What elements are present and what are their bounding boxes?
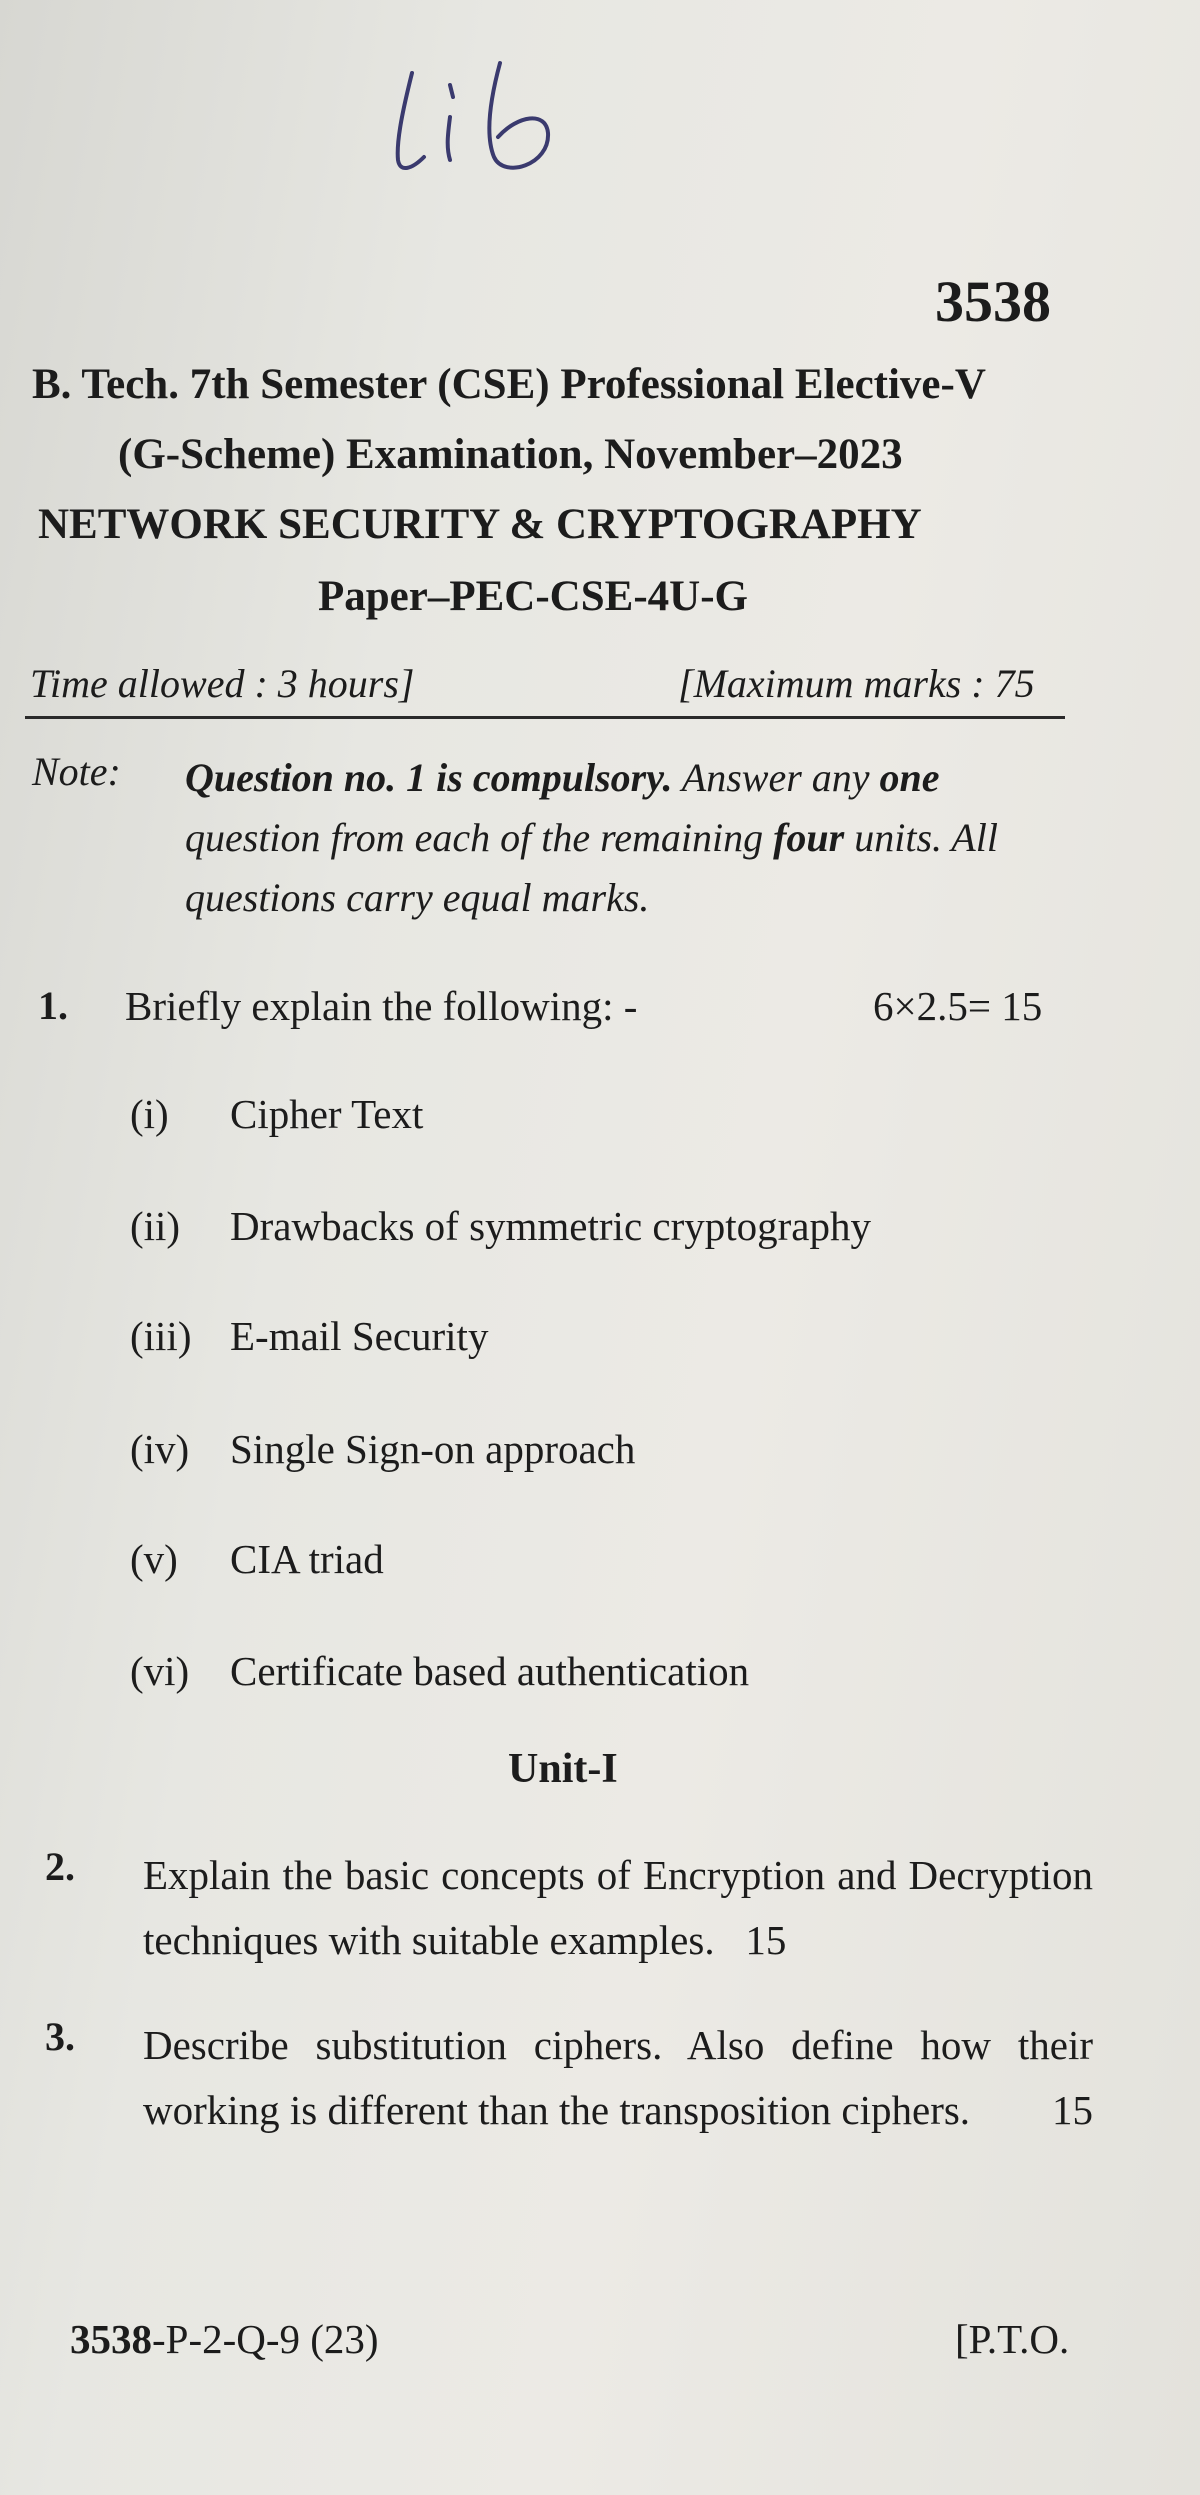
sub-question-text: CIA triad bbox=[230, 1536, 384, 1582]
paper-id: Paper–PEC-CSE-4U-G bbox=[318, 573, 748, 620]
handwritten-lib-note bbox=[390, 55, 580, 190]
sub-question-text: Cipher Text bbox=[230, 1091, 424, 1137]
note-part-c: units. All questions carry equal marks. bbox=[185, 815, 998, 920]
question-3-body bbox=[143, 2013, 1093, 2143]
time-allowed: Time allowed : 3 hours] bbox=[30, 661, 415, 706]
maximum-marks: [Maximum marks : 75 bbox=[678, 661, 1035, 706]
unit-heading: Unit-I bbox=[508, 1746, 618, 1792]
sub-question-number: (i) bbox=[130, 1091, 169, 1137]
header-divider bbox=[25, 716, 1065, 719]
paper-code: 3538 bbox=[935, 269, 1051, 334]
exam-line: (G-Scheme) Examination, November–2023 bbox=[118, 431, 903, 478]
sub-question-text: E-mail Security bbox=[230, 1313, 489, 1359]
question-2-marks: 15 bbox=[745, 1917, 787, 1963]
handwritten-lib-glyph bbox=[390, 55, 580, 185]
question-3-marks: 15 bbox=[1052, 2087, 1093, 2133]
sub-question-number: (iv) bbox=[130, 1426, 190, 1472]
question-2-text: Explain the basic concepts of Encryption and Decryption techniques with suitable examples. bbox=[143, 1852, 1093, 1963]
question-3-text: Describe substitution ciphers. Also define how their working is different than the transposition ciphers. bbox=[143, 2022, 1093, 2133]
question-1-marks: 6×2.5= 15 bbox=[873, 983, 1043, 1029]
sub-question-number: (v) bbox=[130, 1536, 178, 1582]
footer-paper-code bbox=[70, 2315, 379, 2363]
footer-code-rest: -P-2-Q-9 (23) bbox=[152, 2316, 379, 2362]
sub-question-vi bbox=[130, 1647, 749, 1695]
footer-code-bold: 3538 bbox=[70, 2316, 152, 2362]
note-part-b: question from each of the remaining bbox=[185, 815, 774, 860]
sub-question-ii bbox=[130, 1202, 871, 1250]
note-part-a: Answer any bbox=[672, 755, 880, 800]
sub-question-iii bbox=[130, 1312, 488, 1360]
subject-title: NETWORK SECURITY & CRYPTOGRAPHY bbox=[38, 501, 922, 548]
note-compulsory: Question no. 1 is compulsory. bbox=[185, 755, 673, 800]
question-3-number: 3. bbox=[45, 2014, 75, 2059]
course-line: B. Tech. 7th Semester (CSE) Professional Elective-V bbox=[32, 361, 986, 408]
note-one: one bbox=[879, 755, 940, 800]
sub-question-text: Certificate based authentication bbox=[230, 1648, 750, 1694]
question-1-text: Briefly explain the following: - bbox=[125, 983, 638, 1029]
question-2-number: 2. bbox=[45, 1844, 75, 1889]
sub-question-i bbox=[130, 1090, 423, 1138]
question-1-number: 1. bbox=[38, 983, 68, 1028]
sub-question-text: Drawbacks of symmetric cryptography bbox=[230, 1203, 871, 1249]
sub-question-number: (iii) bbox=[130, 1313, 192, 1359]
question-2-body bbox=[143, 1843, 1093, 1973]
sub-question-text: Single Sign-on approach bbox=[230, 1426, 636, 1472]
sub-question-number: (vi) bbox=[130, 1648, 190, 1694]
sub-question-v bbox=[130, 1535, 384, 1583]
sub-question-iv bbox=[130, 1425, 635, 1473]
note-label: Note: bbox=[32, 749, 121, 794]
note-four: four bbox=[773, 815, 845, 860]
please-turn-over: [P.T.O. bbox=[955, 2316, 1070, 2362]
sub-question-number: (ii) bbox=[130, 1203, 181, 1249]
note-text bbox=[185, 748, 1065, 928]
